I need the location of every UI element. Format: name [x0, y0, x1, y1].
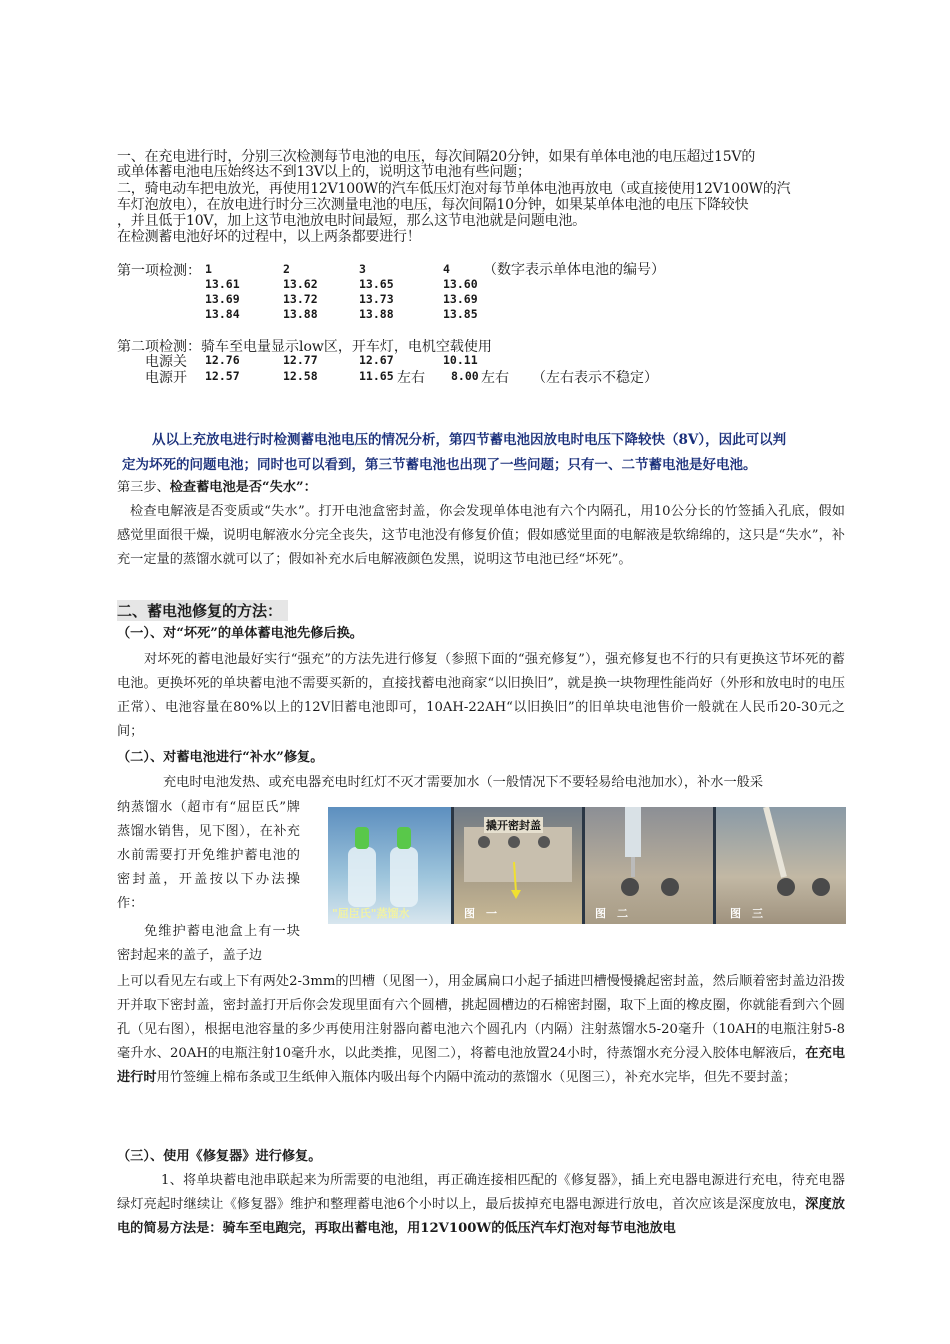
table-cell: 12.77	[283, 353, 318, 367]
caption-water: "屈臣氏"蒸馏水	[332, 907, 410, 920]
paragraph-water-first-line: 充电时电池发热、或充电器充电时红灯不灭才需要加水（一般情况下不要轻易给电池加水），补水一般采	[163, 775, 764, 790]
table-cell: 13.62	[283, 277, 318, 291]
test1-header-4: 4	[443, 262, 450, 276]
table-cell: 10.11	[443, 353, 478, 367]
table-cell: 13.88	[283, 307, 318, 321]
table-cell: 13.61	[205, 277, 240, 291]
paragraph-cap-side: 免维护蓄电池盒上有一块密封起来的盖子，盖子边	[117, 924, 300, 963]
paragraph-cap-bold: 在充电进行时	[117, 1046, 846, 1085]
table-cell: 12.57	[205, 369, 240, 383]
paragraph-water-side: 纳蒸馏水（超市有“屈臣氏”牌蒸馏水销售，见下图），在补充水前需要打开免维护蓄电池的密封盖，开盖按以下办法操作：	[117, 800, 300, 911]
step3-heading	[117, 476, 317, 500]
left-right-label: 左右	[481, 370, 509, 386]
test1-header-2: 2	[283, 262, 290, 276]
paragraph-cap-text: 上可以看见左右或上下有两处2-3mm的凹槽（见图一），用金属扁口小起子插进凹槽慢慢撬起密封盖，然后顺着密封盖边沿拨开并取下密封盖，密封盖打开后你会发现里面有六个圆槽，挑起圆槽边的石棉密封圈，取下上面的橡皮圈，你就能看到六个圆孔（见右图），根据电池容量的多少再使用注射器向蓄电池六个圆孔内（内隔）注射蒸馏水5-20毫升（10AH的电瓶注射5-8毫升水、20AH的电瓶注射10毫升水，以此类推，见图二），将蓄电池放置24小时，待蒸馏水充分浸入胶体电解液后，	[117, 974, 845, 1061]
photo-panel-1	[454, 807, 582, 924]
note-line-6: 在检测蓄电池好坏的过程中，以上两条都要进行！	[117, 229, 421, 245]
photo-panel-water	[328, 807, 451, 924]
table-cell: 13.60	[443, 277, 478, 291]
table-cell: 13.84	[205, 307, 240, 321]
test1-header-1: 1	[205, 262, 212, 276]
table-cell: 12.67	[359, 353, 394, 367]
test2-label: 第二项检测：骑车至电量显示low区，开车灯，电机空载使用	[117, 339, 492, 355]
paragraph-repairer	[117, 1169, 845, 1241]
caption-fig2: 图 二	[595, 907, 628, 920]
paragraph-cap-end: 用竹签缠上棉布条或卫生纸伸入瓶体内吸出每个内隔中流动的蒸馏水（见图三），补充水完毕，但先不要封盖；	[156, 1070, 797, 1085]
step3-paragraph: 检查电解液是否变质或“失水”。打开电池盒密封盖，你会发现单体电池有六个内隔孔，用10公分长的竹签插入孔底，假如感觉里面很干燥，说明电解液水分完全丧失，这节电池没有修复价值；假如感觉里面的电解液是软绵绵的，这只是“失水”，补充一定量的蒸馏水就可以了；假如补充水后电解液颜色发黑，说明这节电池已经“坏死”。	[117, 504, 845, 567]
step3-title: 检查蓄电池是否“失水”：	[169, 480, 317, 495]
note-line-2: 或单体蓄电池电压始终达不到13V以上的，说明这节电池有些问题；	[117, 164, 531, 180]
table-cell: 13.88	[359, 307, 394, 321]
note-line-1: 一、在充电进行时，分别三次检测每节电池的电压，每次间隔20分钟，如果有单体电池的电压超过15V的	[117, 149, 756, 165]
note-line-5: ，并且低于10V，加上这节电池放电时间最短，那么这节电池就是问题电池。	[117, 213, 586, 229]
table-cell: 12.58	[283, 369, 318, 383]
step3-prefix: 第三步、	[117, 480, 170, 495]
test1-header-3: 3	[359, 262, 366, 276]
note-line-4: 车灯泡放电），在放电进行时分三次测量电池的电压，每次间隔10分钟，如果某单体电池的电压下降较快	[117, 197, 749, 213]
note-line-3: 二，骑电动车把电放光，再使用12V100W的汽车低压灯泡对每节单体电池再放电（或直接使用12V100W的汽	[117, 181, 791, 197]
table-cell: 13.72	[283, 292, 318, 306]
label-pry-cap: 撬开密封盖	[486, 819, 541, 832]
table-cell: 13.69	[443, 292, 478, 306]
analysis-line-1: 从以上充放电进行时检测蓄电池电压的情况分析，第四节蓄电池因放电时电压下降较快（8V），因此可以判	[152, 432, 787, 448]
photo-panel-2	[585, 807, 713, 924]
table-cell: 13.69	[205, 292, 240, 306]
sub-heading-2: （二）、对蓄电池进行“补水”修复。	[117, 750, 324, 765]
paragraph-repairer-bold: 深度放电的简易方法是：骑车至电跑完，再取出蓄电池，用12V100W的低压汽车灯泡对每节电池放电	[117, 1197, 845, 1236]
test1-note: （数字表示单体电池的编号）	[483, 262, 665, 278]
sub-heading-1: （一）、对“坏死”的单体蓄电池先修后换。	[117, 626, 363, 641]
section2-title-wrap	[117, 600, 288, 621]
table-cell: 12.76	[205, 353, 240, 367]
table-cell: 11.65	[359, 369, 394, 383]
table-cell: 8.00	[451, 369, 479, 383]
paragraph-repair-1: 对坏死的蓄电池最好实行“强充”的方法先进行修复（参照下面的“强充修复”），强充修复也不行的只有更换这节坏死的蓄电池。更换坏死的单块蓄电池不需要买新的，直接找蓄电池商家“以旧换旧”，就是换一块物理性能尚好（外形和放电时的电压正常）、电池容量在80%以上的12V旧蓄电池即可，10AH-22AH“以旧换旧”的旧单块电池售价一般就在人民币20-30元之间；	[117, 652, 845, 739]
paragraph-cap-rest	[117, 970, 845, 1090]
test1-label: 第一项检测：	[117, 263, 201, 279]
test2-row2-label: 电源开	[145, 370, 187, 386]
battery-photo-strip	[328, 807, 846, 924]
table-cell: 13.85	[443, 307, 478, 321]
test2-row1-label: 电源关	[145, 354, 187, 370]
photo-panel-3	[716, 807, 846, 924]
test2-note: （左右表示不稳定）	[532, 370, 658, 386]
paragraph-repairer-text: 1、将单块蓄电池串联起来为所需要的电池组，再正确连接相匹配的《修复器》，插上充电器电源进行充电，待充电器绿灯亮起时继续让《修复器》维护和整理蓄电池6个小时以上，最后拔掉充电器电源进行放电，首次应该是深度放电，	[117, 1173, 845, 1212]
sub-heading-3: （三）、使用《修复器》进行修复。	[117, 1149, 322, 1164]
analysis-line-2: 定为坏死的问题电池；同时也可以看到，第三节蓄电池也出现了一些问题；只有一、二节蓄电池是好电池。	[122, 457, 757, 473]
table-cell: 13.65	[359, 277, 394, 291]
section2-title: 二、蓄电池修复的方法：	[117, 600, 288, 621]
left-right-label: 左右	[397, 370, 425, 386]
caption-fig3: 图 三	[730, 907, 763, 920]
table-cell: 13.73	[359, 292, 394, 306]
caption-fig1: 图 一	[464, 907, 497, 920]
